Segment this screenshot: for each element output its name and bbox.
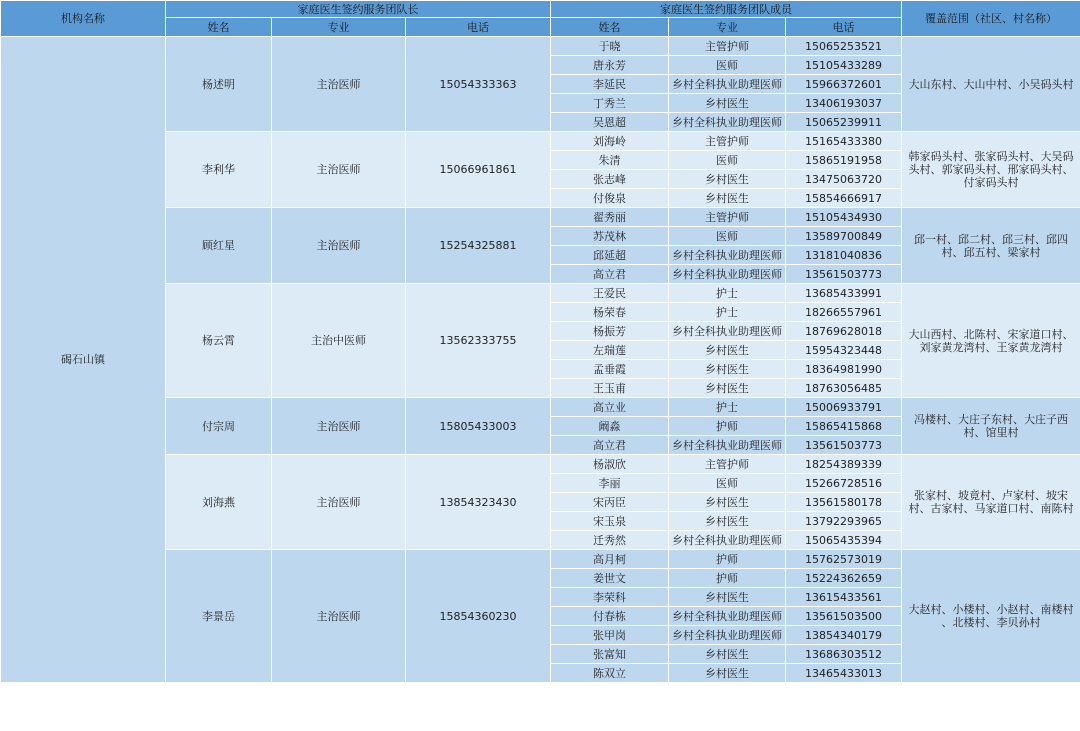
member-name: 陈双立: [551, 664, 669, 683]
coverage-area: 大赵村、小楼村、小赵村、南楼村 、北楼村、李贝孙村: [902, 550, 1080, 683]
member-name: 朱清: [551, 151, 669, 170]
member-specialty: 乡村全科执业助理医师: [669, 75, 786, 94]
member-specialty: 主管护师: [669, 37, 786, 56]
member-name: 孟垂霞: [551, 360, 669, 379]
member-phone: 15065239911: [786, 113, 902, 132]
leader-specialty: 主治医师: [272, 37, 406, 132]
member-specialty: 乡村医生: [669, 588, 786, 607]
member-name: 刘海岭: [551, 132, 669, 151]
member-name: 王爱民: [551, 284, 669, 303]
member-specialty: 乡村全科执业助理医师: [669, 626, 786, 645]
leader-name: 顾红星: [166, 208, 272, 284]
member-name: 付俊泉: [551, 189, 669, 208]
header-leader-name: 姓名: [166, 18, 272, 37]
leader-name: 杨述明: [166, 37, 272, 132]
member-name: 张富知: [551, 645, 669, 664]
member-specialty: 乡村医生: [669, 512, 786, 531]
member-name: 吴恩超: [551, 113, 669, 132]
member-name: 丁秀兰: [551, 94, 669, 113]
member-phone: 15865191958: [786, 151, 902, 170]
leader-phone: 13562333755: [406, 284, 551, 398]
header-institution: 机构名称: [1, 1, 166, 37]
member-name: 杨淑欣: [551, 455, 669, 474]
header-leader-group: 家庭医生签约服务团队长: [166, 1, 551, 18]
member-specialty: 护师: [669, 550, 786, 569]
member-phone: 13406193037: [786, 94, 902, 113]
member-phone: 15966372601: [786, 75, 902, 94]
member-specialty: 乡村全科执业助理医师: [669, 436, 786, 455]
member-name: 高立君: [551, 436, 669, 455]
member-specialty: 乡村医生: [669, 94, 786, 113]
member-phone: 13561503500: [786, 607, 902, 626]
leader-phone: 15805433003: [406, 398, 551, 455]
member-specialty: 医师: [669, 474, 786, 493]
header-coverage: 覆盖范围（社区、村名称）: [902, 1, 1080, 37]
member-name: 杨振芳: [551, 322, 669, 341]
member-specialty: 乡村全科执业助理医师: [669, 531, 786, 550]
member-specialty: 医师: [669, 227, 786, 246]
member-phone: 13686303512: [786, 645, 902, 664]
member-specialty: 乡村全科执业助理医师: [669, 607, 786, 626]
leader-phone: 15066961861: [406, 132, 551, 208]
member-phone: 13589700849: [786, 227, 902, 246]
member-phone: 18266557961: [786, 303, 902, 322]
member-phone: 13615433561: [786, 588, 902, 607]
member-name: 姜世文: [551, 569, 669, 588]
member-name: 李荣科: [551, 588, 669, 607]
member-name: 高月柯: [551, 550, 669, 569]
member-specialty: 乡村全科执业助理医师: [669, 113, 786, 132]
leader-specialty: 主治医师: [272, 132, 406, 208]
member-name: 阚淼: [551, 417, 669, 436]
leader-specialty: 主治医师: [272, 208, 406, 284]
member-phone: 15065253521: [786, 37, 902, 56]
leader-phone: 15854360230: [406, 550, 551, 683]
member-specialty: 护士: [669, 398, 786, 417]
member-phone: 13475063720: [786, 170, 902, 189]
member-name: 于晓: [551, 37, 669, 56]
member-phone: 13792293965: [786, 512, 902, 531]
member-phone: 15762573019: [786, 550, 902, 569]
member-name: 张甲岗: [551, 626, 669, 645]
leader-specialty: 主治医师: [272, 455, 406, 550]
header-member-group: 家庭医生签约服务团队成员: [551, 1, 902, 18]
leader-specialty: 主治医师: [272, 398, 406, 455]
coverage-area: 韩家码头村、张家码头村、大吴码头村、郭家码头村、邢家码头村、付家码头村: [902, 132, 1080, 208]
member-specialty: 乡村医生: [669, 189, 786, 208]
member-name: 高立业: [551, 398, 669, 417]
header-member-name: 姓名: [551, 18, 669, 37]
member-name: 李丽: [551, 474, 669, 493]
member-specialty: 主管护师: [669, 132, 786, 151]
member-phone: 18254389339: [786, 455, 902, 474]
member-specialty: 乡村医生: [669, 341, 786, 360]
member-phone: 13561503773: [786, 265, 902, 284]
member-specialty: 护师: [669, 569, 786, 588]
member-phone: 13685433991: [786, 284, 902, 303]
member-name: 付春栋: [551, 607, 669, 626]
member-name: 李延民: [551, 75, 669, 94]
member-phone: 18763056485: [786, 379, 902, 398]
member-specialty: 乡村医生: [669, 379, 786, 398]
member-phone: 15105434930: [786, 208, 902, 227]
member-name: 宋丙臣: [551, 493, 669, 512]
member-specialty: 乡村全科执业助理医师: [669, 246, 786, 265]
member-specialty: 护士: [669, 303, 786, 322]
member-specialty: 乡村医生: [669, 645, 786, 664]
header-leader-phone: 电话: [406, 18, 551, 37]
member-phone: 15105433289: [786, 56, 902, 75]
member-specialty: 乡村全科执业助理医师: [669, 322, 786, 341]
member-phone: 15266728516: [786, 474, 902, 493]
member-phone: 15865415868: [786, 417, 902, 436]
member-specialty: 乡村医生: [669, 664, 786, 683]
leader-phone: 15254325881: [406, 208, 551, 284]
member-name: 苏茂林: [551, 227, 669, 246]
header-member-phone: 电话: [786, 18, 902, 37]
leader-name: 刘海燕: [166, 455, 272, 550]
coverage-area: 张家村、坡竟村、卢家村、坡宋村、古家村、马家道口村、南陈村: [902, 455, 1080, 550]
member-phone: 18364981990: [786, 360, 902, 379]
member-specialty: 乡村医生: [669, 360, 786, 379]
leader-name: 李景岳: [166, 550, 272, 683]
member-phone: 13561503773: [786, 436, 902, 455]
member-phone: 15165433380: [786, 132, 902, 151]
member-specialty: 医师: [669, 56, 786, 75]
member-phone: 13561580178: [786, 493, 902, 512]
member-name: 左瑞莲: [551, 341, 669, 360]
member-phone: 15065435394: [786, 531, 902, 550]
member-specialty: 乡村医生: [669, 170, 786, 189]
coverage-area: 邱一村、邱二村、邱三村、邱四村、邱五村、梁家村: [902, 208, 1080, 284]
member-phone: 13465433013: [786, 664, 902, 683]
member-name: 王玉甫: [551, 379, 669, 398]
header-leader-specialty: 专业: [272, 18, 406, 37]
member-phone: 15006933791: [786, 398, 902, 417]
member-name: 张志峰: [551, 170, 669, 189]
member-phone: 13181040836: [786, 246, 902, 265]
member-specialty: 医师: [669, 151, 786, 170]
member-specialty: 护师: [669, 417, 786, 436]
leader-name: 李利华: [166, 132, 272, 208]
table-body: [1, 37, 1080, 683]
member-name: 杨荣春: [551, 303, 669, 322]
member-phone: 18769628018: [786, 322, 902, 341]
member-name: 唐永芳: [551, 56, 669, 75]
member-name: 宋玉泉: [551, 512, 669, 531]
leader-specialty: 主治医师: [272, 550, 406, 683]
coverage-area: 大山西村、北陈村、宋家道口村、刘家黄龙湾村、王家黄龙湾村: [902, 284, 1080, 398]
institution-name: 碣石山镇: [1, 37, 166, 683]
member-phone: 13854340179: [786, 626, 902, 645]
coverage-area: 大山东村、大山中村、小吴码头村: [902, 37, 1080, 132]
header-member-specialty: 专业: [669, 18, 786, 37]
coverage-area: 冯楼村、大庄子东村、大庄子西村、馆里村: [902, 398, 1080, 455]
member-specialty: 乡村全科执业助理医师: [669, 265, 786, 284]
member-phone: 15954323448: [786, 341, 902, 360]
leader-phone: 15054333363: [406, 37, 551, 132]
member-name: 邱延超: [551, 246, 669, 265]
member-specialty: 主管护师: [669, 208, 786, 227]
member-phone: 15224362659: [786, 569, 902, 588]
leader-name: 杨云霄: [166, 284, 272, 398]
leader-phone: 13854323430: [406, 455, 551, 550]
leader-specialty: 主治中医师: [272, 284, 406, 398]
member-phone: 15854666917: [786, 189, 902, 208]
member-specialty: 主管护师: [669, 455, 786, 474]
member-specialty: 护士: [669, 284, 786, 303]
member-specialty: 乡村医生: [669, 493, 786, 512]
member-name: 迁秀然: [551, 531, 669, 550]
member-name: 翟秀丽: [551, 208, 669, 227]
table-row: [1, 37, 1080, 56]
leader-name: 付宗周: [166, 398, 272, 455]
member-name: 高立君: [551, 265, 669, 284]
